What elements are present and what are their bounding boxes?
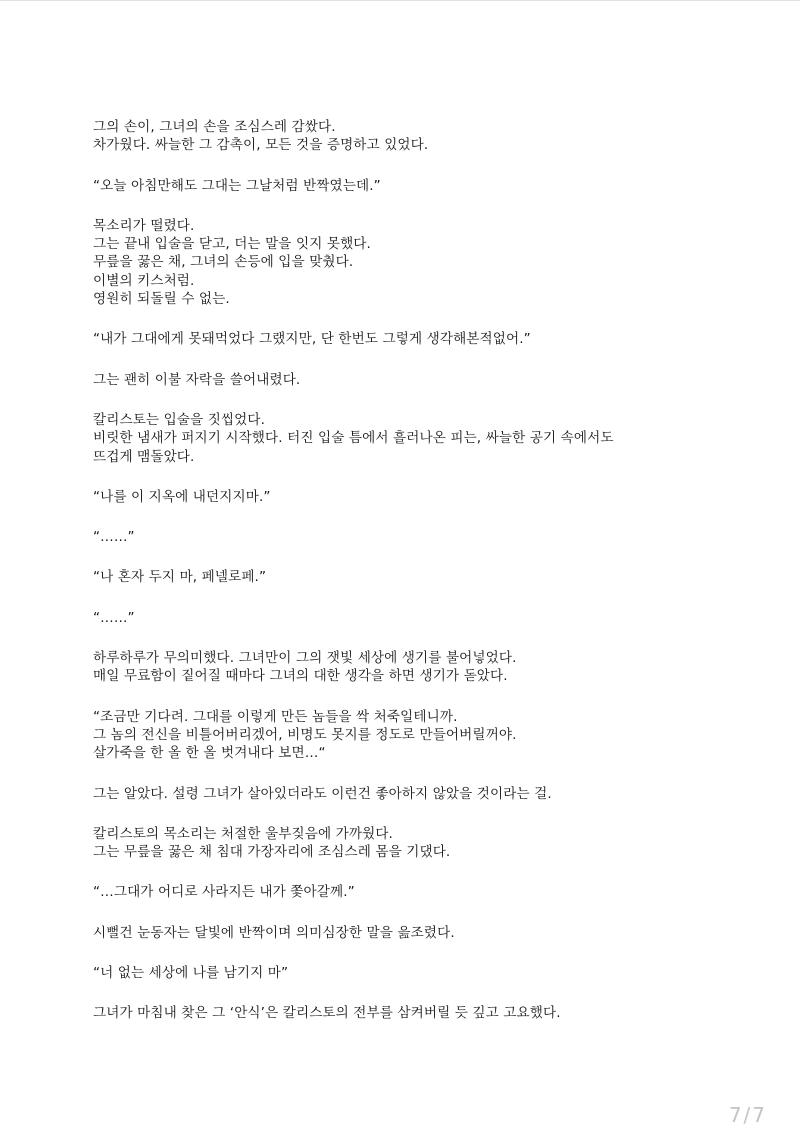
paragraph [93, 883, 708, 901]
paragraph [93, 964, 708, 982]
paragraph [93, 411, 708, 466]
text-line: 비릿한 냄새가 퍼지기 시작했다. 터진 입술 틈에서 흘러나온 피는, 싸늘한 공기 속에서도 [93, 430, 614, 447]
text-line: 무릎을 꿇은 채, 그녀의 손등에 입을 맞췄다. [93, 254, 354, 271]
text-line: 그 놈의 전신을 비틀어버리겠어, 비명도 못지를 정도로 만들어버릴꺼야. [93, 726, 517, 743]
paragraph [93, 649, 708, 686]
paragraph [93, 330, 708, 348]
paragraph [93, 785, 708, 803]
text-line: “너 없는 세상에 나를 남기지 마” [93, 965, 289, 982]
paragraph [93, 371, 708, 389]
text-line: “조금만 기다려. 그대를 이렇게 만든 놈들을 싹 처죽일테니까. [93, 708, 458, 725]
text-line: 살가죽을 한 올 한 올 벗겨내다 보면…“ [93, 745, 326, 762]
document-body [93, 118, 708, 1045]
page-number: 7/7 [728, 1103, 767, 1127]
paragraph [93, 118, 708, 155]
text-line: “…그대가 어디로 사라지든 내가 쫓아갈께.” [93, 884, 355, 901]
paragraph [93, 825, 708, 862]
paragraph [93, 708, 708, 763]
paragraph [93, 177, 708, 195]
text-line: 이별의 키스처럼. [93, 272, 195, 289]
text-line: 뜨겁게 맴돌았다. [93, 448, 195, 465]
text-line: 매일 무료함이 짙어질 때마다 그녀의 대한 생각을 하면 생기가 돋았다. [93, 668, 508, 685]
paragraph [93, 609, 708, 627]
text-line: 그는 끝내 입술을 닫고, 더는 말을 잇지 못했다. [93, 236, 371, 253]
text-line: 칼리스토의 목소리는 처절한 울부짖음에 가까웠다. [93, 825, 393, 842]
paragraph [93, 488, 708, 506]
text-line: 그는 괜히 이불 자락을 쓸어내렸다. [93, 371, 301, 388]
text-line: “나 혼자 두지 마, 페넬로페.” [93, 569, 267, 586]
text-line: “내가 그대에게 못돼먹었다 그랬지만, 단 한번도 그렇게 생각해본적없어.” [93, 331, 531, 348]
top-border [0, 0, 800, 1]
text-line: 그는 무릎을 꿇은 채 침대 가장자리에 조심스레 몸을 기댔다. [93, 844, 451, 861]
text-line: 차가웠다. 싸늘한 그 감촉이, 모든 것을 증명하고 있었다. [93, 137, 429, 154]
text-line: 그는 알았다. 설령 그녀가 살아있더라도 이런건 좋아하지 않았을 것이라는 걸. [93, 785, 552, 802]
text-line: 영원히 되돌릴 수 없는. [93, 291, 230, 308]
text-line: “……” [93, 529, 135, 546]
text-line: “……” [93, 609, 135, 626]
text-line: 그의 손이, 그녀의 손을 조심스레 감쌌다. [93, 119, 336, 135]
paragraph [93, 924, 708, 942]
paragraph [93, 1004, 708, 1022]
text-line: 하루하루가 무의미했다. 그녀만이 그의 잿빛 세상에 생기를 불어넣었다. [93, 650, 517, 667]
text-line: “오늘 아침만해도 그대는 그날처럼 반짝였는데.” [93, 177, 381, 194]
text-line: 그녀가 마침내 찾은 그 ‘안식’은 칼리스토의 전부를 삼켜버릴 듯 깊고 고요했다. [93, 1005, 561, 1022]
text-line: 목소리가 떨렸다. [93, 217, 195, 234]
paragraph [93, 528, 708, 546]
text-line: 시뻘건 눈동자는 달빛에 반짝이며 의미심장한 말을 읊조렸다. [93, 924, 455, 941]
paragraph [93, 568, 708, 586]
paragraph [93, 217, 708, 308]
text-line: “나를 이 지옥에 내던지지마.” [93, 488, 271, 505]
text-line: 칼리스토는 입술을 짓씹었다. [93, 411, 266, 428]
